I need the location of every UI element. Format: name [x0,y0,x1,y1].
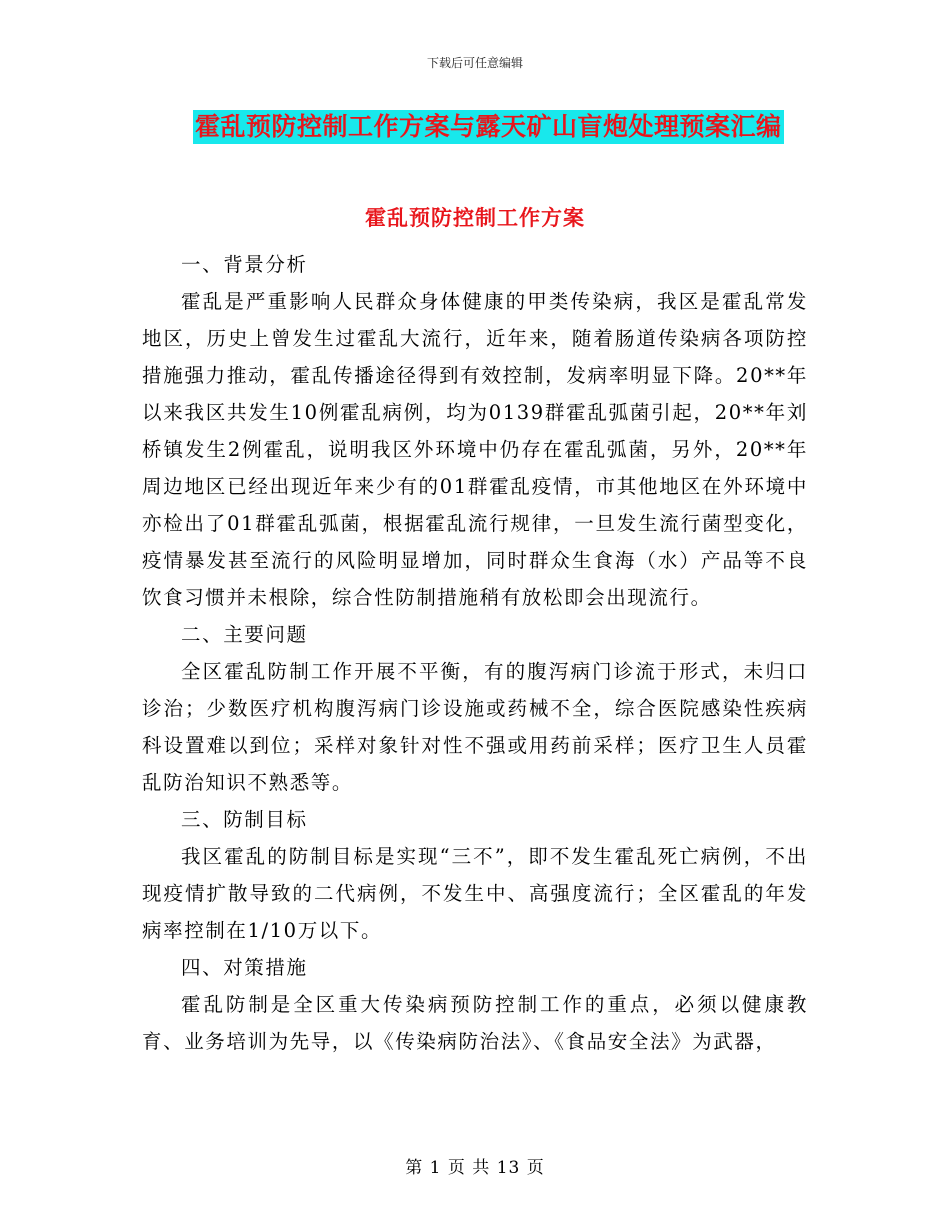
document-title: 霍乱预防控制工作方案与露天矿山盲炮处理预案汇编 [193,110,784,144]
heading-background: 一、背景分析 [181,253,308,276]
page-footer: 第 1 页 共 13 页 [405,1158,545,1178]
paragraph-goals: 我区霍乱的防制目标是实现“三不”，即不发生霍乱死亡病例，不出现疫情扩散导致的二代病例，不发生中、高强度流行；全区霍乱的年发病率控制在1/10万以下。 [142,845,808,942]
paragraph-problems: 全区霍乱防制工作开展不平衡，有的腹泻病门诊流于形式，未归口诊治；少数医疗机构腹泻病门诊设施或药械不全，综合医院感染性疾病科设置难以到位；采样对象针对性不强或用药前采样；医疗卫生人员霍乱防治知识不熟悉等。 [142,660,808,794]
section-title: 霍乱预防控制工作方案 [365,205,585,230]
paragraph-background: 霍乱是严重影响人民群众身体健康的甲类传染病，我区是霍乱常发地区，历史上曾发生过霍乱大流行，近年来，随着肠道传染病各项防控措施强力推动，霍乱传播途径得到有效控制，发病率明显下降。20**年以来我区共发生10例霍乱病例，均为0139群霍乱弧菌引起，20**年刘桥镇发生2例霍乱，说明我区外环境中仍存在霍乱弧菌，另外，20**年周边地区已经出现近年来少有的01群霍乱疫情，市其他地区在外环境中亦检出了01群霍乱弧菌，根据霍乱流行规律，一旦发生流行菌型变化，疫情暴发甚至流行的风险明显增加，同时群众生食海（水）产品等不良饮食习惯并未根除，综合性防制措施稍有放松即会出现流行。 [142,290,808,609]
heading-goals: 三、防制目标 [181,808,308,831]
heading-problems: 二、主要问题 [181,623,308,646]
paragraph-measures: 霍乱防制是全区重大传染病预防控制工作的重点，必须以健康教育、业务培训为先导，以《传染病防治法》、《食品安全法》为武器， [142,993,808,1053]
header-note: 下载后可任意编辑 [426,56,523,70]
heading-measures: 四、对策措施 [181,956,308,979]
document-body [142,246,808,1060]
